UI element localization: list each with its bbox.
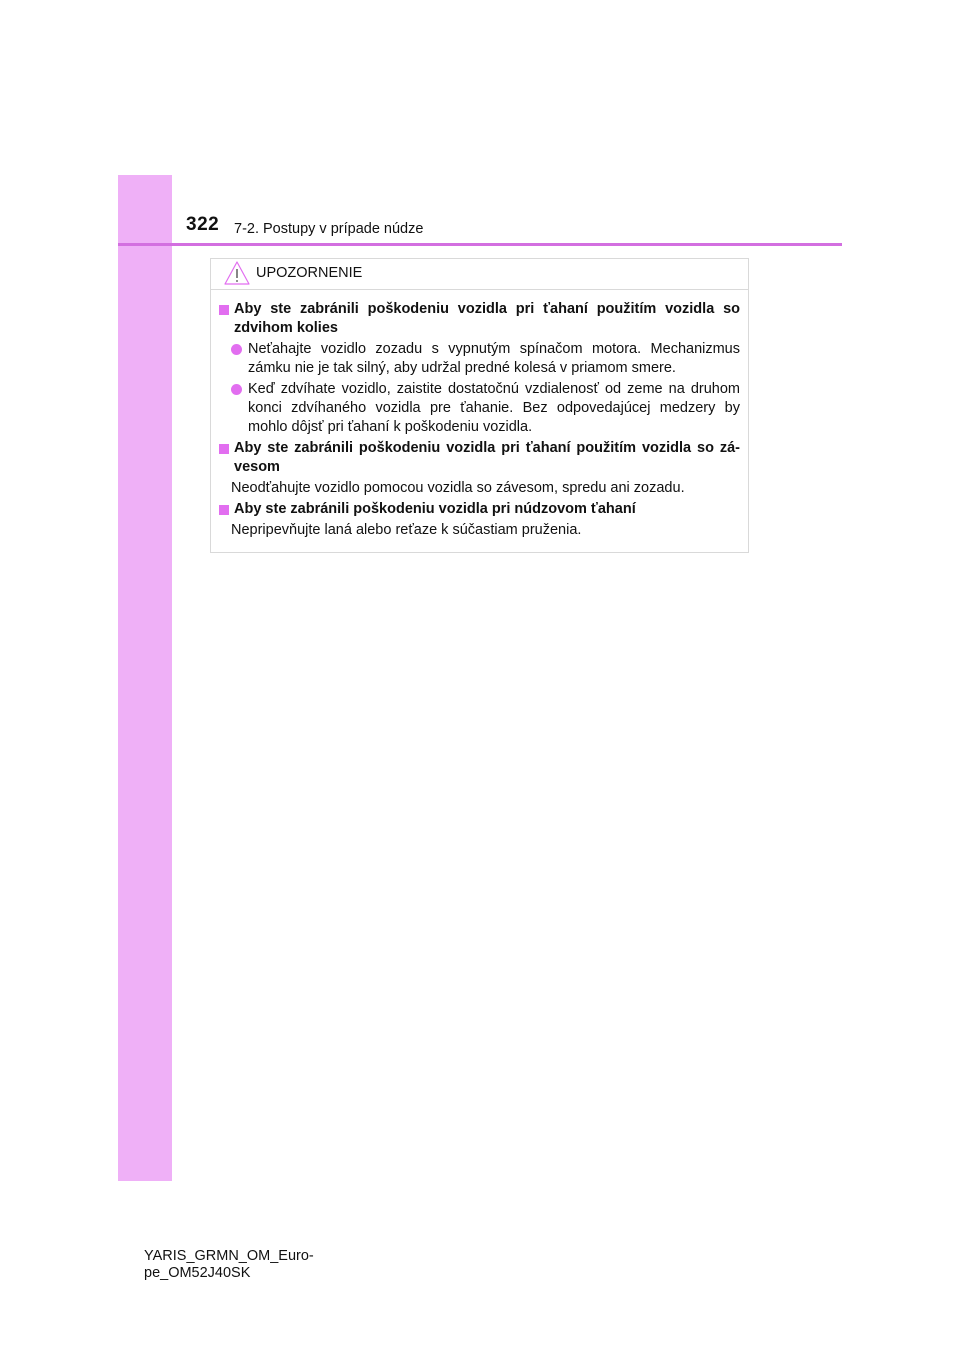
page-number: 322 xyxy=(186,214,220,235)
section-title: 7-2. Postupy v prípade núdze xyxy=(234,221,424,237)
square-bullet-icon xyxy=(219,505,229,515)
circle-bullet-icon xyxy=(231,344,242,355)
heading-text: Aby ste zabránili poškodeniu vozidla pri ťahaní použitím vozidla so zdvihom kolies xyxy=(234,301,740,336)
warning-triangle-icon xyxy=(223,260,251,286)
warning-header xyxy=(211,259,748,290)
heading-text: Aby ste zabránili poškodeniu vozidla pri núdzovom ťahaní xyxy=(234,501,636,517)
square-bullet-icon xyxy=(219,444,229,454)
warning-bullet-1 xyxy=(218,340,740,378)
circle-bullet-icon xyxy=(231,384,242,395)
warning-heading-3 xyxy=(218,500,740,519)
warning-body xyxy=(211,290,748,540)
square-bullet-icon xyxy=(219,305,229,315)
footer-doc-id xyxy=(144,1248,314,1282)
bullet-text: Neťahajte vozidlo zozadu s vypnutým spínačom motora. Mechanizmus zámku nie je tak silný, aby udržal predné kolesá v priamom smere. xyxy=(248,341,740,376)
warning-paragraph-3: Nepripevňujte laná alebo reťaze k súčastiam pruženia. xyxy=(231,522,582,538)
warning-bullet-2 xyxy=(218,380,740,437)
warning-paragraph-2: Neodťahujte vozidlo pomocou vozidla so závesom, spredu ani zozadu. xyxy=(231,480,685,496)
heading-text: Aby ste zabránili poškodeniu vozidla pri ťahaní použitím vozidla so zá-vesom xyxy=(234,440,740,475)
warning-box xyxy=(210,258,749,553)
bullet-text: Keď zdvíhate vozidlo, zaistite dostatočnú vzdialenosť od zeme na druhom konci zdvíhaného vozidla pre ťahanie. Bez odpovedajúcej medzery by mohlo dôjsť pri ťahaní k poškodeniu vozidla. xyxy=(248,381,740,435)
header-rule xyxy=(118,243,842,246)
side-band xyxy=(118,175,172,1181)
warning-title: UPOZORNENIE xyxy=(256,265,363,281)
warning-heading-1 xyxy=(218,300,740,338)
warning-heading-2 xyxy=(218,439,740,477)
footer-line-1: YARIS_GRMN_OM_Euro- xyxy=(144,1248,314,1264)
footer-line-2: pe_OM52J40SK xyxy=(144,1265,251,1281)
